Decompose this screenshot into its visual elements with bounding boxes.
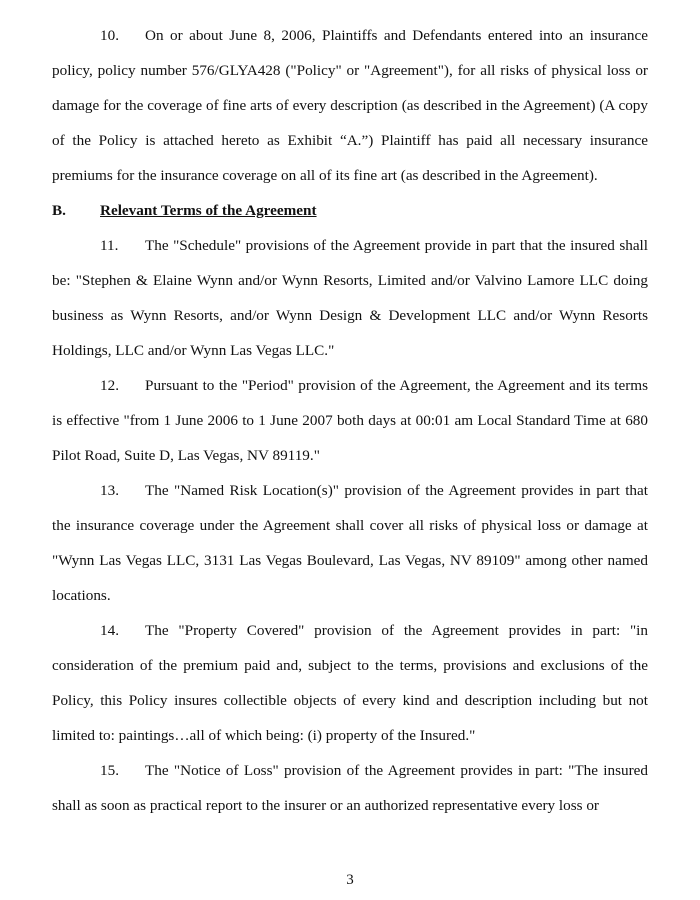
paragraph-14	[52, 613, 648, 753]
section-title: Relevant Terms of the Agreement	[100, 202, 317, 219]
paragraph-15	[52, 753, 648, 823]
paragraph-13	[52, 473, 648, 613]
paragraph-11	[52, 228, 648, 368]
paragraph-number: 11.	[100, 237, 119, 254]
paragraph-text: The "Notice of Loss" provision of the Agreement provides in part: "The insured shall as soon as practical report to the insurer or an authorized representative every loss or	[52, 762, 648, 814]
paragraph-number: 13.	[100, 482, 119, 499]
paragraph-12	[52, 368, 648, 473]
paragraph-text: The "Property Covered" provision of the Agreement provides in part: "in consideration of the premium paid and, subject to the terms, provisions and exclusions of the Policy, this Policy insures collectible objects of every kind and description including but not limited to: paintings…all of which being: (i) property of the Insured."	[52, 622, 648, 744]
paragraph-number: 10.	[100, 27, 119, 44]
paragraph-number: 15.	[100, 762, 119, 779]
section-letter: B.	[52, 202, 66, 219]
paragraph-text: The "Schedule" provisions of the Agreement provide in part that the insured shall be: "Stephen & Elaine Wynn and/or Wynn Resorts, Limited and/or Valvino Lamore LLC doing business as Wynn Resorts, and/or Wynn Design & Development LLC and/or Wynn Resorts Holdings, LLC and/or Wynn Las Vegas LLC."	[52, 237, 648, 359]
paragraph-text: Pursuant to the "Period" provision of the Agreement, the Agreement and its terms is effective "from 1 June 2006 to 1 June 2007 both days at 00:01 am Local Standard Time at 680 Pilot Road, Suite D, Las Vegas, NV 89119."	[52, 377, 648, 464]
paragraph-number: 12.	[100, 377, 119, 394]
section-heading	[52, 193, 648, 228]
document-page	[52, 18, 648, 823]
paragraph-text: On or about June 8, 2006, Plaintiffs and Defendants entered into an insurance policy, policy number 576/GLYA428 ("Policy" or "Agreement"), for all risks of physical loss or damage for the coverage of fine arts of every description (as described in the Agreement) (A copy of the Policy is attached hereto as Exhibit “A.”) Plaintiff has paid all necessary insurance premiums for the insurance coverage on all of its fine art (as described in the Agreement).	[52, 27, 648, 184]
paragraph-text: The "Named Risk Location(s)" provision of the Agreement provides in part that the insurance coverage under the Agreement shall cover all risks of physical loss or damage at "Wynn Las Vegas LLC, 3131 Las Vegas Boulevard, Las Vegas, NV 89109" among other named locations.	[52, 482, 648, 604]
page-number: 3	[346, 872, 354, 888]
paragraph-number: 14.	[100, 622, 119, 639]
paragraph-10	[52, 18, 648, 193]
